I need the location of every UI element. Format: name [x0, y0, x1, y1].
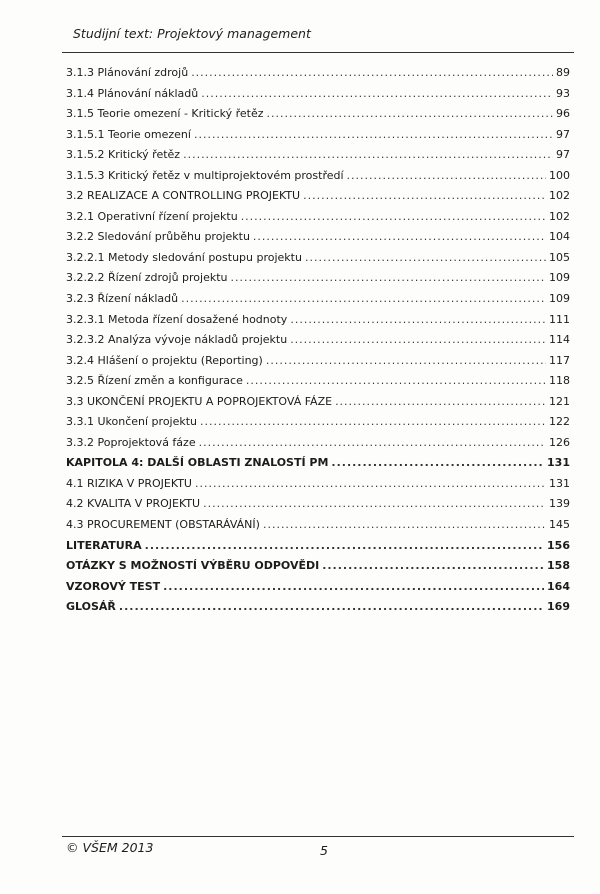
toc-leader-dots — [191, 66, 553, 79]
toc-entry — [66, 415, 570, 436]
toc-entry — [66, 87, 570, 108]
toc-entry-title: 3.2.2.1 Metody sledování postupu projektu — [66, 250, 302, 264]
toc-entry-page: 126 — [549, 435, 570, 449]
toc-entry — [66, 333, 570, 354]
toc-leader-dots — [303, 189, 546, 202]
toc-entry-title: 3.1.5.3 Kritický řetěz v multiprojektovém prostředí — [66, 168, 344, 182]
toc-entry-page: 96 — [556, 107, 570, 121]
toc-entry-title: 3.3.2 Poprojektová fáze — [66, 435, 196, 449]
toc-entry — [66, 436, 570, 457]
toc-leader-dots — [335, 395, 546, 408]
toc-entry-title: 3.1.5.2 Kritický řetěz — [66, 148, 181, 162]
toc-entry-page: 164 — [547, 579, 570, 593]
toc-entry-page: 121 — [549, 394, 570, 408]
toc-entry-page: 114 — [549, 333, 570, 347]
running-header: Studijní text: Projektový management — [73, 26, 311, 41]
table-of-contents — [66, 66, 570, 621]
toc-entry-page: 131 — [547, 456, 570, 470]
toc-leader-dots — [231, 271, 546, 284]
toc-entry-title: 3.2.3.1 Metoda řízení dosažené hodnoty — [66, 312, 288, 326]
toc-leader-dots — [267, 107, 553, 120]
toc-entry-title: 3.1.3 Plánování zdrojů — [66, 66, 189, 79]
toc-entry-page: 109 — [549, 271, 570, 285]
toc-leader-dots — [163, 580, 544, 593]
toc-entry — [66, 477, 570, 498]
toc-leader-dots — [181, 292, 546, 305]
toc-entry-title: GLOSÁŘ — [66, 600, 116, 614]
toc-leader-dots — [201, 87, 553, 100]
toc-leader-dots — [263, 518, 546, 531]
toc-entry-title: 3.2.3 Řízení nákladů — [66, 292, 179, 306]
toc-leader-dots — [183, 148, 553, 161]
toc-entry-page: 158 — [547, 559, 570, 573]
toc-entry-title: 4.1 RIZIKA V PROJEKTU — [66, 476, 192, 490]
toc-entry — [66, 559, 570, 580]
toc-entry-page: 156 — [547, 538, 570, 552]
toc-entry-title: 4.3 PROCUREMENT (OBSTARÁVÁNÍ) — [66, 518, 260, 532]
toc-entry-page: 105 — [549, 250, 570, 264]
toc-entry — [66, 539, 570, 560]
toc-leader-dots — [119, 600, 544, 613]
toc-leader-dots — [305, 251, 546, 264]
toc-entry-page: 100 — [549, 168, 570, 182]
toc-entry-page: 118 — [549, 374, 570, 388]
toc-leader-dots — [331, 456, 544, 469]
toc-entry — [66, 313, 570, 334]
toc-entry-title: 3.2.5 Řízení změn a konfigurace — [66, 374, 243, 388]
toc-entry — [66, 395, 570, 416]
toc-entry — [66, 66, 570, 87]
toc-entry-title: 3.2.2 Sledování průběhu projektu — [66, 230, 250, 244]
toc-entry-title: KAPITOLA 4: DALŠÍ OBLASTI ZNALOSTÍ PM — [66, 456, 329, 470]
toc-entry — [66, 292, 570, 313]
toc-entry-page: 117 — [549, 353, 570, 367]
toc-leader-dots — [253, 230, 546, 243]
toc-leader-dots — [195, 477, 546, 490]
toc-entry — [66, 518, 570, 539]
toc-entry-title: 3.2 REALIZACE A CONTROLLING PROJEKTU — [66, 189, 301, 203]
toc-entry-title: 4.2 KVALITA V PROJEKTU — [66, 497, 201, 511]
toc-entry-page: 93 — [556, 86, 570, 100]
toc-entry-page: 89 — [556, 66, 570, 79]
toc-entry — [66, 107, 570, 128]
toc-entry — [66, 128, 570, 149]
toc-entry-title: 3.2.2.2 Řízení zdrojů projektu — [66, 271, 228, 285]
toc-entry-page: 97 — [556, 127, 570, 141]
toc-entry-title: 3.1.5 Teorie omezení - Kritický řetěz — [66, 107, 264, 121]
toc-entry — [66, 456, 570, 477]
toc-entry — [66, 148, 570, 169]
toc-leader-dots — [200, 415, 546, 428]
toc-leader-dots — [199, 436, 546, 449]
toc-entry-title: VZOROVÝ TEST — [66, 579, 161, 593]
toc-leader-dots — [347, 169, 546, 182]
toc-entry-page: 139 — [549, 497, 570, 511]
toc-leader-dots — [266, 354, 546, 367]
toc-entry — [66, 271, 570, 292]
toc-entry — [66, 374, 570, 395]
toc-entry-page: 102 — [549, 209, 570, 223]
toc-entry-title: 3.1.5.1 Teorie omezení — [66, 127, 191, 141]
toc-entry-page: 104 — [549, 230, 570, 244]
header-rule — [62, 52, 574, 53]
toc-entry — [66, 210, 570, 231]
toc-entry-title: 3.1.4 Plánování nákladů — [66, 86, 199, 100]
toc-entry — [66, 230, 570, 251]
toc-entry — [66, 580, 570, 601]
footer-rule — [62, 836, 574, 837]
toc-entry-page: 145 — [549, 518, 570, 532]
toc-entry — [66, 169, 570, 190]
toc-leader-dots — [290, 333, 546, 346]
toc-entry-title: 3.3.1 Ukončení projektu — [66, 415, 198, 429]
toc-entry — [66, 497, 570, 518]
toc-entry-title: 3.2.4 Hlášení o projektu (Reporting) — [66, 353, 263, 367]
toc-entry-title: 3.3 UKONČENÍ PROJEKTU A POPROJEKTOVÁ FÁZE — [66, 394, 333, 408]
toc-entry-page: 111 — [549, 312, 570, 326]
toc-entry-page: 102 — [549, 189, 570, 203]
toc-leader-dots — [145, 539, 544, 552]
footer-copyright: © VŠEM 2013 — [66, 840, 154, 855]
toc-entry-title: LITERATURA — [66, 538, 142, 552]
toc-entry — [66, 251, 570, 272]
toc-leader-dots — [322, 559, 544, 572]
toc-leader-dots — [290, 313, 546, 326]
toc-entry-title: 3.2.3.2 Analýza vývoje nákladů projektu — [66, 333, 288, 347]
toc-leader-dots — [203, 497, 546, 510]
toc-entry-page: 169 — [547, 600, 570, 614]
toc-entry-title: OTÁZKY S MOŽNOSTÍ VÝBĚRU ODPOVĚDI — [66, 559, 320, 573]
toc-entry-page: 109 — [549, 292, 570, 306]
toc-leader-dots — [194, 128, 553, 141]
toc-entry — [66, 354, 570, 375]
footer-page-number: 5 — [320, 843, 328, 858]
toc-entry-title: 3.2.1 Operativní řízení projektu — [66, 209, 238, 223]
toc-entry-page: 131 — [549, 476, 570, 490]
toc-entry — [66, 600, 570, 621]
toc-entry — [66, 189, 570, 210]
toc-leader-dots — [241, 210, 546, 223]
toc-leader-dots — [246, 374, 546, 387]
toc-entry-page: 97 — [556, 148, 570, 162]
toc-entry-page: 122 — [549, 415, 570, 429]
